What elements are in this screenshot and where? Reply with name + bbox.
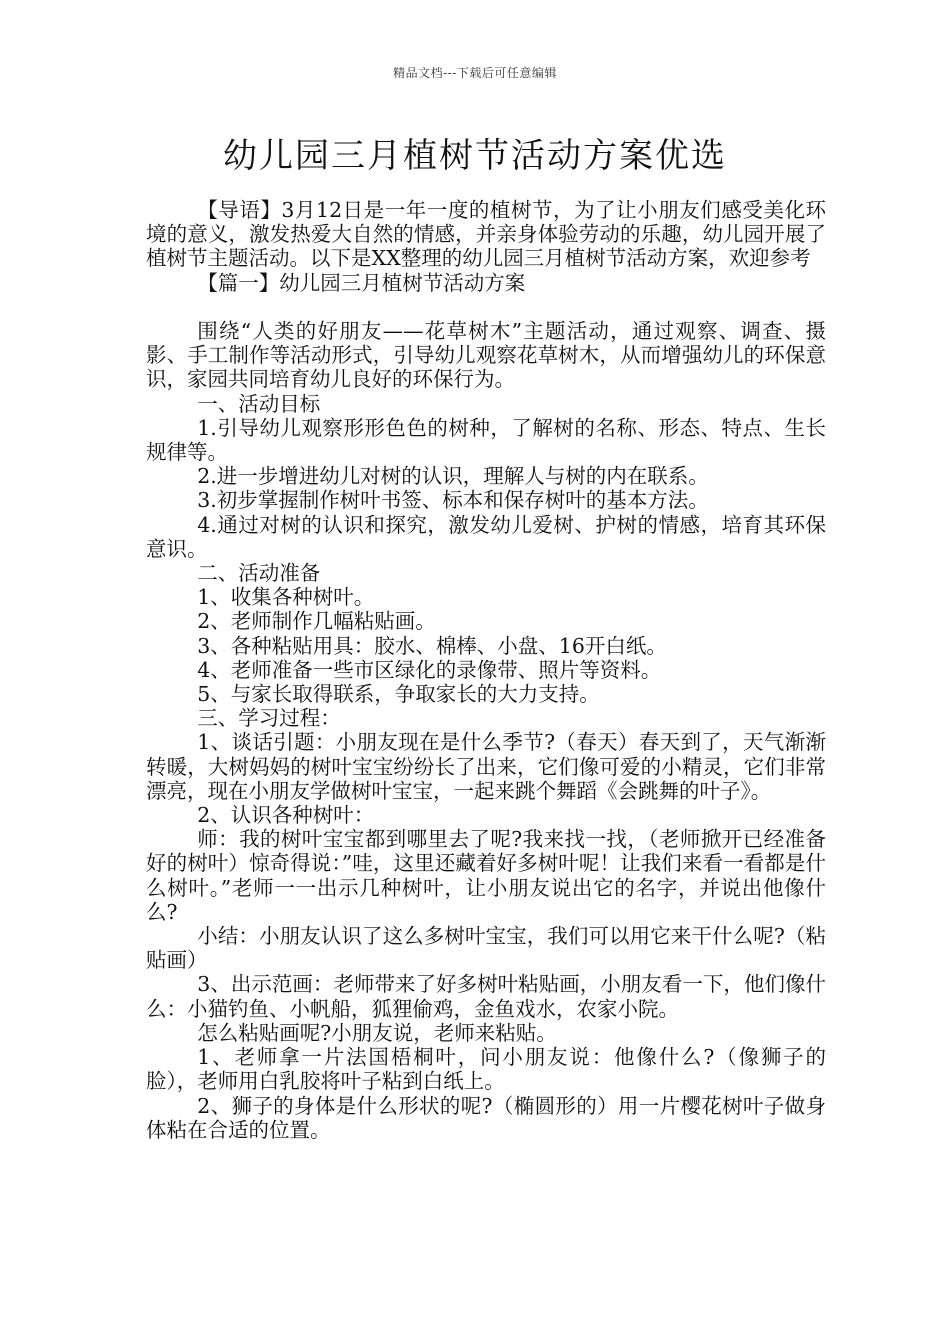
- paragraph-heading: 三、学习过程：: [197, 706, 341, 731]
- paragraph: 围绕“人类的好朋友——花草树木”主题活动，通过观察、调查、摄影、手工制作等活动形式，引导幼儿观察花草树木，从而增强幼儿的环保意识，家园共同培育幼儿良好的环保行为。: [146, 319, 826, 392]
- paragraph: 3、各种粘贴用具：胶水、棉棒、小盘、16开白纸。: [197, 633, 667, 658]
- paragraph-heading: 二、活动准备: [197, 561, 321, 586]
- header-note: 精品文档---下载后可任意编辑: [393, 66, 557, 80]
- paragraph: 师：我的树叶宝宝都到哪里去了呢?我来找一找，（老师掀开已经准备好的树叶）惊奇得说：”哇，这里还藏着好多树叶呢！让我们来看一看都是什么树叶。”老师一一出示几种树叶，让小朋友说出它的名字，并说出他像什么?: [146, 827, 826, 924]
- paragraph: 4.通过对树的认识和探究，激发幼儿爱树、护树的情感，培育其环保意识。: [146, 512, 826, 561]
- paragraph-intro: 【导语】3月12日是一年一度的植树节，为了让小朋友们感受美化环境的意义，激发热爱大自然的情感，并亲身体验劳动的乐趣，幼儿园开展了植树节主题活动。以下是XX整理的幼儿园三月植树节活动方案，欢迎参考: [146, 198, 826, 271]
- paragraph: 3.初步掌握制作树叶书签、标本和保存树叶的基本方法。: [197, 488, 709, 513]
- paragraph: 1、收集各种树叶。: [197, 585, 375, 610]
- paragraph: 2.进一步增进幼儿对树的认识，理解人与树的内在联系。: [197, 464, 709, 489]
- document-title: 幼儿园三月植树节活动方案优选: [223, 136, 727, 176]
- document-body: [146, 198, 826, 1142]
- paragraph: 1.引导幼儿观察形形色色的树种，了解树的名称、形态、特点、生长规律等。: [146, 415, 826, 465]
- paragraph: 3、出示范画：老师带来了好多树叶粘贴画，小朋友看一下，他们像什么：小猫钓鱼、小帆船，狐狸偷鸡，金鱼戏水，农家小院。: [146, 972, 826, 1021]
- blank-line: [146, 295, 826, 319]
- paragraph-heading: 一、活动目标: [197, 391, 321, 416]
- paragraph: 4、老师准备一些市区绿化的录像带、照片等资料。: [197, 657, 662, 682]
- paragraph: 小结：小朋友认识了这么多树叶宝宝，我们可以用它来干什么呢?（粘贴画）: [146, 924, 826, 973]
- paragraph: 1、老师拿一片法国梧桐叶，问小朋友说：他像什么?（像狮子的脸），老师用白乳胶将叶子粘到白纸上。: [146, 1045, 826, 1094]
- paragraph: 1、谈话引题：小朋友现在是什么季节?（春天）春天到了，天气渐渐转暖，大树妈妈的树叶宝宝纷纷长了出来，它们像可爱的小精灵，它们非常漂亮，现在小朋友学做树叶宝宝，一起来跳个舞蹈《会跳舞的叶子》。: [146, 730, 826, 803]
- paragraph: 2、老师制作几幅粘贴画。: [197, 609, 436, 634]
- paragraph: 2、认识各种树叶：: [197, 803, 375, 828]
- paragraph: 5、与家长取得联系，争取家长的大力支持。: [197, 682, 600, 707]
- paragraph: 2、狮子的身体是什么形状的呢?（椭圆形的）用一片樱花树叶子做身体粘在合适的位置。: [146, 1093, 826, 1142]
- paragraph: 怎么粘贴画呢?小朋友说，老师来粘贴。: [197, 1020, 557, 1045]
- paragraph-section-heading: 【篇一】幼儿园三月植树节活动方案: [197, 270, 526, 295]
